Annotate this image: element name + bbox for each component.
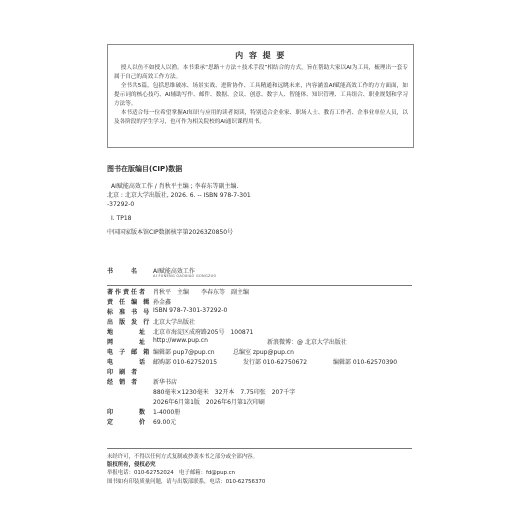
row-value: 孙金鑫 bbox=[153, 299, 172, 306]
cip-title: 图书在版编目(CIP)数据 bbox=[107, 165, 183, 173]
row-label: 出 版 发 行 bbox=[107, 319, 152, 326]
colophon-row bbox=[107, 357, 412, 365]
book-title-pinyin: AI FUNENG GAOXIAO GONGZUO bbox=[153, 274, 217, 278]
colophon-row bbox=[107, 317, 412, 325]
cip-line: -37292-0 bbox=[107, 201, 135, 208]
row-label: 印 数 bbox=[107, 409, 148, 416]
copyright-footer bbox=[107, 453, 265, 486]
cip-line: 中国国家版本馆CIP数据核字第20263Z0850号 bbox=[107, 229, 234, 236]
summary-text bbox=[114, 64, 408, 127]
footer-line: 未经许可，不得以任何方式复制或抄袭本书之部分或全部内容。 bbox=[107, 454, 258, 460]
row-value: 2026年6月第1版 2026年6月第1次印刷 bbox=[153, 399, 265, 406]
row-label: 经 销 者 bbox=[107, 379, 140, 386]
row-label: 地 址 bbox=[107, 329, 148, 336]
row-value: 北京市海淀区成府路205号 100871 bbox=[153, 329, 254, 336]
summary-paragraph: 本书适合每一位希望掌握AI知识与应用的读者阅读，特别适合企业家、职场人士、教育工作者、企事业单位人员，以及各阶段的学生学习，也可作为相关院校的AI通识课程用书。 bbox=[114, 110, 408, 125]
summary-title: 内 容 提 要 bbox=[235, 51, 286, 60]
cip-line: 北京 : 北京大学出版社, 2026. 6. -- ISBN 978-7-301 bbox=[107, 192, 251, 199]
footer-line: 版权所有，侵权必究 bbox=[107, 462, 156, 469]
row-value: 编辑部 010-62570390 bbox=[333, 359, 398, 366]
row-label: 电 话 bbox=[107, 359, 148, 366]
cip-data bbox=[107, 182, 251, 237]
book-title-value: AI赋能高效工作 bbox=[153, 268, 195, 275]
row-value: 编辑部 pup7@pup.cn bbox=[153, 349, 215, 356]
cip-line: AI赋能高效工作 / 肖秋平主编 ; 李春东等副主编. bbox=[111, 183, 239, 190]
row-label: 责 任 编 辑 bbox=[107, 299, 152, 306]
cip-line: Ⅰ. TP18 bbox=[111, 215, 132, 222]
row-value: 1-4000册 bbox=[153, 409, 181, 416]
colophon-row bbox=[107, 337, 412, 345]
summary-paragraph: 授人以鱼不如授人以渔。本书秉承“思路＋方法＋技术手段”相结合的方式，旨在帮助大家以AI为工具，梳理出一套专属于自己的高效工作方法。 bbox=[114, 65, 408, 80]
colophon-row bbox=[107, 307, 412, 315]
row-label: 标 准 书 号 bbox=[107, 309, 152, 316]
book-title-label: 书 名 bbox=[107, 268, 140, 275]
colophon-row bbox=[107, 377, 412, 385]
colophon-row bbox=[107, 297, 412, 305]
row-value: 北京大学出版社 bbox=[153, 319, 196, 326]
footer-line: 图书如有印装质量问题，请与出版部联系，电话：010-62756370 bbox=[107, 478, 266, 485]
row-label: 定 价 bbox=[107, 419, 148, 426]
colophon-row bbox=[107, 387, 412, 395]
colophon-row bbox=[107, 347, 412, 355]
summary-paragraph: 全书共5篇，包括思维破冰、场景实战、进阶协作、工具精通和远眺未来，内容涵盖AI赋能高效工作的方方面面，如提示词的核心技巧、AI辅助写作、邮件、数据、会议、创意、数字人、智能体、知识管理、工具组合、职业规划和学习方法等。 bbox=[114, 83, 408, 107]
row-value: 总编室 zpup@pup.cn bbox=[233, 349, 294, 356]
colophon-row bbox=[107, 397, 412, 405]
row-value: 邮购部 010-62752015 bbox=[153, 359, 218, 366]
title-rule bbox=[107, 285, 412, 286]
row-label: 网 址 bbox=[107, 339, 148, 346]
row-value: 新华书店 bbox=[153, 379, 178, 386]
row-value: 880毫米×1230毫米 32开本 7.75印张 207千字 bbox=[153, 389, 296, 396]
row-value: 新浪微博：@ 北京大学出版社 bbox=[267, 339, 347, 346]
row-value: http://www.pup.cn bbox=[153, 337, 208, 344]
colophon-row bbox=[107, 287, 412, 295]
colophon-row bbox=[107, 327, 412, 335]
content-summary-box bbox=[107, 44, 414, 148]
footer-line: 举报电话：010-62752024 电子邮箱：fd@pup.cn bbox=[107, 470, 236, 477]
book-title-row bbox=[107, 266, 412, 284]
colophon-row bbox=[107, 417, 412, 425]
row-value: 肖秋平 主编 李春东等 副主编 bbox=[153, 289, 250, 296]
footer-rule bbox=[107, 448, 412, 449]
row-value: ISBN 978-7-301-37292-0 bbox=[153, 307, 228, 314]
row-value: 发行部 010-62750672 bbox=[243, 359, 308, 366]
row-label: 著作责任者 bbox=[107, 289, 148, 296]
row-label: 电 子 邮 箱 bbox=[107, 349, 152, 356]
row-value: 69.00元 bbox=[153, 419, 177, 426]
row-label: 印 刷 者 bbox=[107, 369, 140, 376]
colophon-row bbox=[107, 367, 412, 375]
colophon-row bbox=[107, 407, 412, 415]
